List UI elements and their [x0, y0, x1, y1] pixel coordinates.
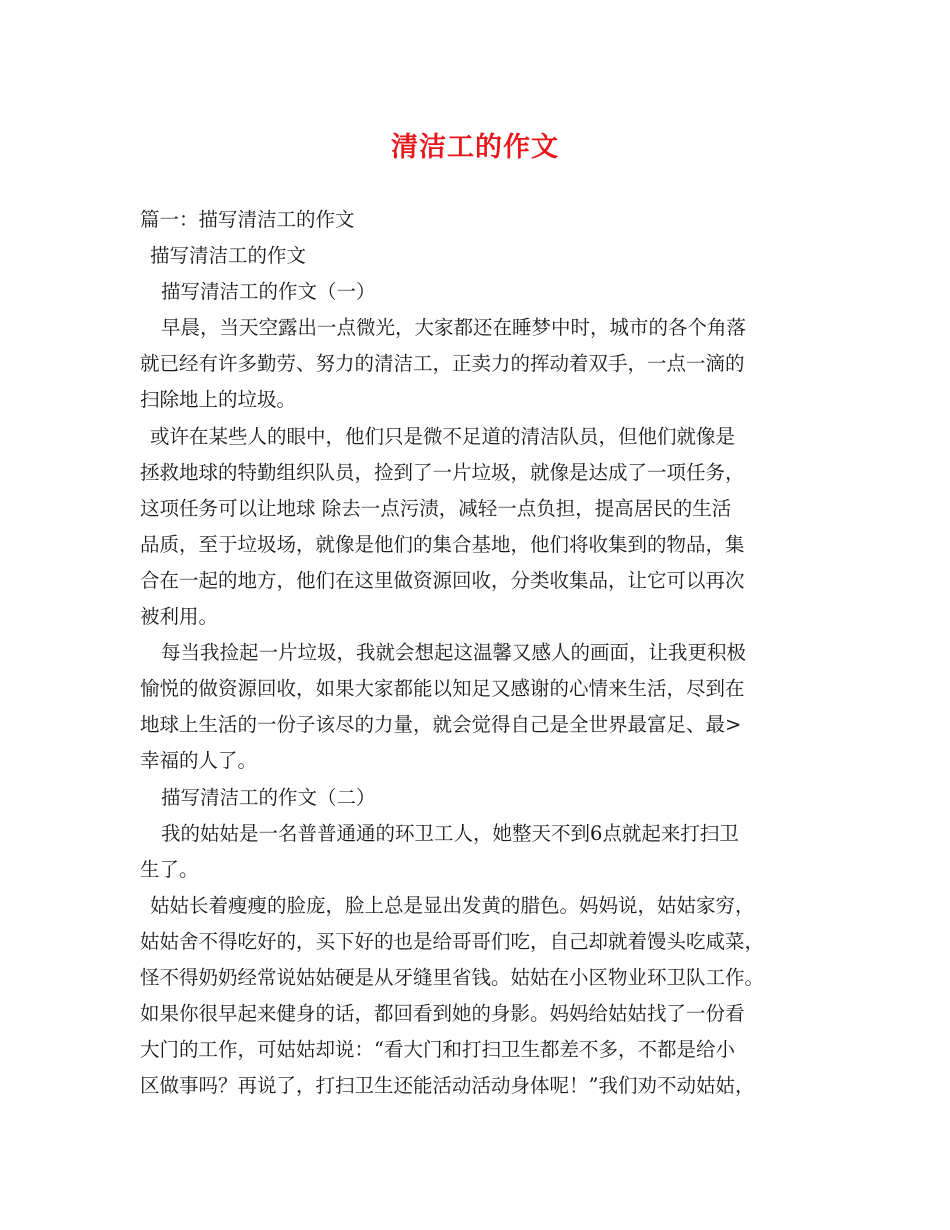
- text-line: 篇一：描写清洁工的作文: [140, 208, 355, 231]
- text-line: 地球上生活的一份子该尽的力量，就会觉得自己是全世界最富足、最>: [140, 713, 742, 737]
- text-line: 早晨，当天空露出一点微光，大家都还在睡梦中时，城市的各个角落: [161, 316, 747, 340]
- text-line: 扫除地上的垃圾。: [140, 388, 297, 412]
- text-line: 被利用。: [140, 605, 219, 629]
- document-title: 清洁工的作文: [391, 132, 559, 163]
- text-line: 拯救地球的特勤组织队员，捡到了一片垃圾，就像是达成了一项任务，: [140, 460, 745, 484]
- text-line: 描写清洁工的作文（二）: [161, 785, 376, 809]
- text-line: 怪不得奶奶经常说姑姑硬是从牙缝里省钱。姑姑在小区物业环卫队工作。: [140, 965, 765, 989]
- document-body: [140, 202, 830, 1104]
- text-line: 每当我捡起一片垃圾，我就会想起这温馨又感人的画面，让我更积极: [161, 641, 747, 665]
- text-line: 区做事吗？再说了，打扫卫生还能活动活动身体呢！”我们劝不动姑姑，: [140, 1074, 755, 1098]
- text-line: 我的姑姑是一名普普通通的环卫工人，她整天不到6点就起来打扫卫: [161, 821, 739, 845]
- text-line: 大门的工作，可姑姑却说：“看大门和打扫卫生都差不多，不都是给小: [140, 1038, 735, 1062]
- text-line: 描写清洁工的作文（一）: [161, 280, 376, 304]
- text-line: 幸福的人了。: [140, 749, 258, 773]
- text-line: 就已经有许多勤劳、努力的清洁工，正卖力的挥动着双手，一点一滴的: [140, 352, 745, 376]
- text-line: 如果你很早起来健身的话，都回看到她的身影。妈妈给姑姑找了一份看: [140, 1002, 745, 1026]
- text-line: 姑姑舍不得吃好的，买下好的也是给哥哥们吃，自己却就着馒头吃咸菜，: [140, 929, 765, 953]
- text-line: 或许在某些人的眼中，他们只是微不足道的清洁队员，但他们就像是: [150, 424, 736, 448]
- text-line: 这项任务可以让地球 除去一点污渍，减轻一点负担，提高居民的生活: [140, 496, 732, 520]
- text-line: 描写清洁工的作文: [150, 244, 307, 268]
- text-line: 生了。: [140, 857, 199, 881]
- text-line: 愉悦的做资源回收，如果大家都能以知足又感谢的心情来生活，尽到在: [140, 677, 745, 701]
- text-line: 合在一起的地方，他们在这里做资源回收，分类收集品，让它可以再次: [140, 568, 745, 592]
- text-line: 姑姑长着瘦瘦的脸庞，脸上总是显出发黄的腊色。妈妈说，姑姑家穷，: [150, 893, 755, 917]
- text-line: 品质，至于垃圾场，就像是他们的集合基地，他们将收集到的物品，集: [140, 532, 745, 556]
